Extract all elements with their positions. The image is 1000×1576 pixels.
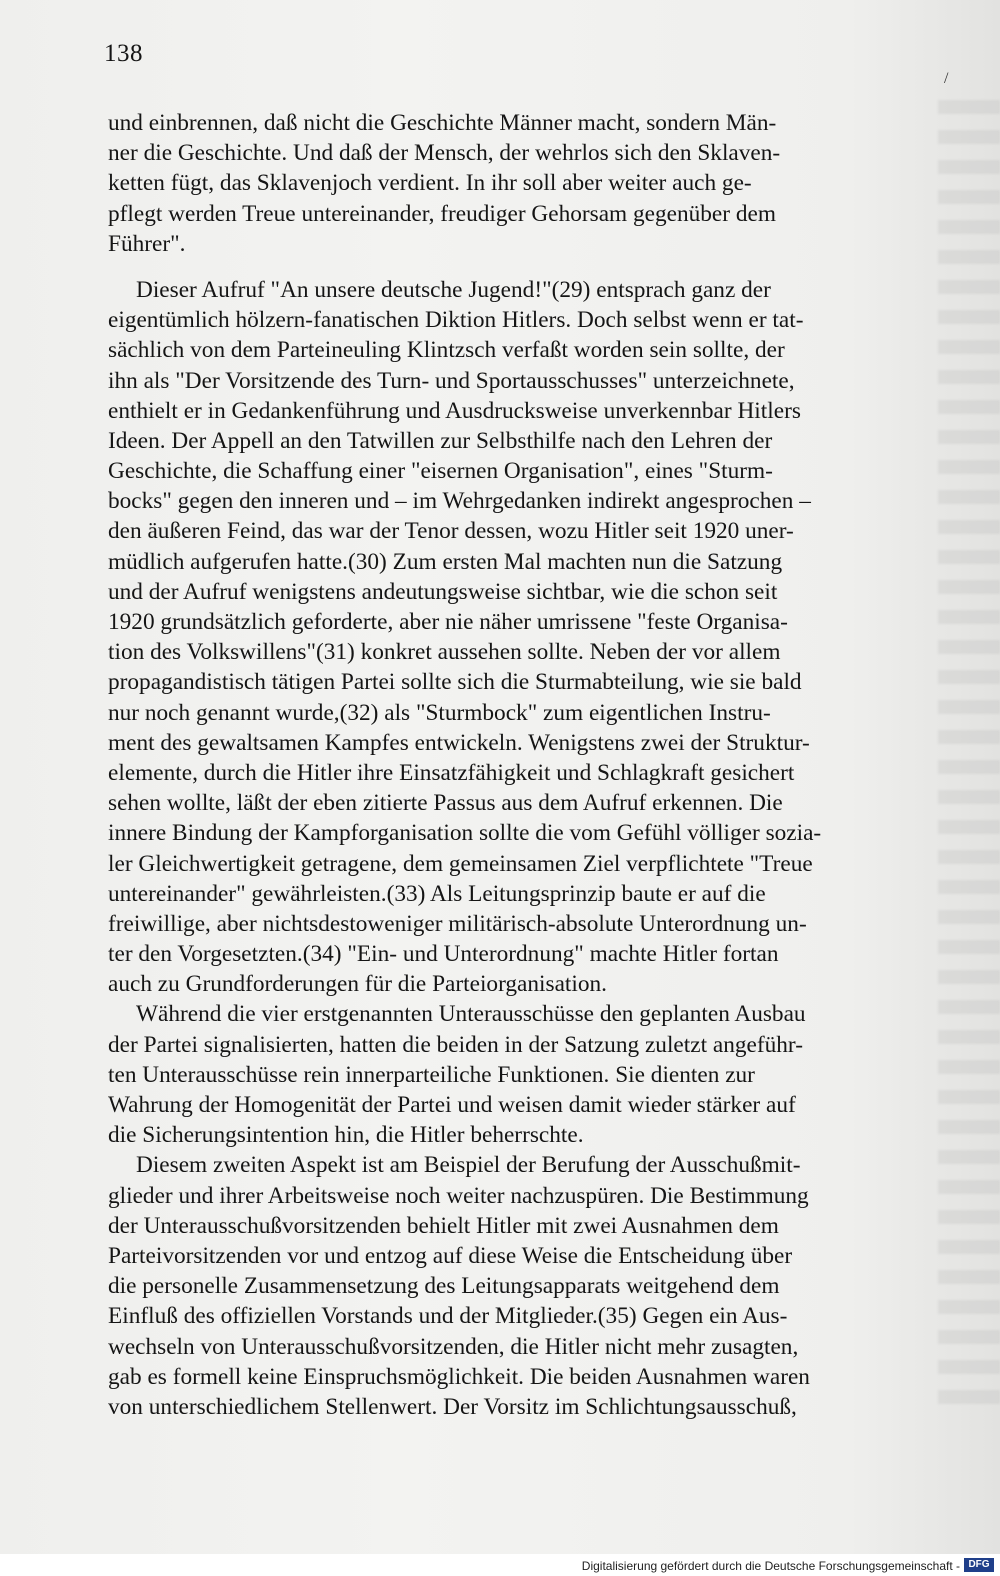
text-line: freiwillige, aber nichtsdestoweniger militärisch-absolute Unterordnung un- bbox=[108, 910, 807, 937]
text-line: Geschichte, die Schaffung einer "eisernen Organisation", eines "Sturm- bbox=[108, 458, 773, 485]
text-line: sächlich von dem Parteineuling Klintzsch verfaßt worden sein sollte, der bbox=[108, 337, 785, 364]
text-line: Ideen. Der Appell an den Tatwillen zur Selbsthilfe nach den Lehren der bbox=[108, 427, 773, 454]
text-line: bocks" gegen den inneren und – im Wehrgedanken indirekt angesprochen – bbox=[108, 488, 811, 515]
text-line: von unterschiedlichem Stellenwert. Der Vorsitz im Schlichtungsausschuß, bbox=[108, 1393, 797, 1420]
text-line: der Partei signalisierten, hatten die beiden in der Satzung zuletzt angeführ- bbox=[108, 1031, 803, 1058]
text-line: ten Unterausschüsse rein innerparteiliche Funktionen. Sie dienten zur bbox=[108, 1061, 755, 1088]
paragraph-4 bbox=[108, 1150, 918, 1422]
paragraph-3 bbox=[108, 999, 918, 1150]
text-line: und der Aufruf wenigstens andeutungsweise sichtbar, wie die schon seit bbox=[108, 578, 778, 605]
bleed-through-shadow bbox=[938, 100, 1000, 1420]
paragraph-2 bbox=[108, 275, 918, 1000]
text-line: tion des Volkswillens"(31) konkret aussehen sollte. Neben der vor allem bbox=[108, 639, 781, 666]
page-number: 138 bbox=[104, 40, 143, 67]
footer-bar bbox=[0, 1554, 1000, 1576]
body-text bbox=[108, 108, 918, 1422]
text-line: Diesem zweiten Aspekt ist am Beispiel der Berufung der Ausschußmit- bbox=[136, 1152, 801, 1179]
text-line: Während die vier erstgenannten Unterausschüsse den geplanten Ausbau bbox=[136, 1001, 806, 1028]
paragraph-gap bbox=[108, 259, 918, 275]
text-line: ment des gewaltsamen Kampfes entwickeln. Wenigstens zwei der Struktur- bbox=[108, 729, 810, 756]
text-line: müdlich aufgerufen hatte.(30) Zum ersten Mal machten nun die Satzung bbox=[108, 548, 783, 575]
text-line: ter den Vorgesetzten.(34) "Ein- und Unterordnung" machte Hitler fortan bbox=[108, 941, 779, 968]
text-line: glieder und ihrer Arbeitsweise noch weiter nachzuspüren. Die Bestimmung bbox=[108, 1182, 809, 1209]
text-line: der Unterausschußvorsitzenden behielt Hitler mit zwei Ausnahmen dem bbox=[108, 1212, 779, 1239]
text-line: ler Gleichwertigkeit getragene, dem gemeinsamen Ziel verpflichtete "Treue bbox=[108, 850, 813, 877]
text-line: die Sicherungsintention hin, die Hitler beherrschte. bbox=[108, 1122, 584, 1149]
text-line: ner die Geschichte. Und daß der Mensch, der wehrlos sich den Sklaven- bbox=[108, 140, 781, 167]
text-line: Dieser Aufruf "An unsere deutsche Jugend!"(29) entsprach ganz der bbox=[136, 276, 771, 303]
text-line: 1920 grundsätzlich geforderte, aber nie näher umrissene "feste Organisa- bbox=[108, 609, 788, 635]
text-line: pflegt werden Treue untereinander, freudiger Gehorsam gegenüber dem bbox=[108, 200, 776, 227]
digitization-credit: Digitalisierung gefördert durch die Deutsche Forschungsgemeinschaft - bbox=[581, 1559, 960, 1573]
text-line: Wahrung der Homogenität der Partei und weisen damit wieder stärker auf bbox=[108, 1092, 796, 1118]
dfg-logo: DFG bbox=[964, 1558, 994, 1572]
text-line: Parteivorsitzenden vor und entzog auf diese Weise die Entscheidung über bbox=[108, 1242, 793, 1269]
text-line: untereinander" gewährleisten.(33) Als Leitungsprinzip baute er auf die bbox=[108, 880, 766, 907]
text-line: sehen wollte, läßt der eben zitierte Passus aus dem Aufruf erkennen. Die bbox=[108, 790, 783, 817]
text-line: eigentümlich hölzern-fanatischen Diktion Hitlers. Doch selbst wenn er tat- bbox=[108, 307, 804, 334]
margin-mark: / bbox=[944, 70, 949, 87]
text-line: gab es formell keine Einspruchsmöglichkeit. Die beiden Ausnahmen waren bbox=[108, 1363, 810, 1390]
text-line: innere Bindung der Kampforganisation sollte die vom Gefühl völliger sozia- bbox=[108, 820, 822, 847]
text-line: die personelle Zusammensetzung des Leitungsapparats weitgehend dem bbox=[108, 1273, 780, 1300]
text-line: elemente, durch die Hitler ihre Einsatzfähigkeit und Schlagkraft gesichert bbox=[108, 759, 795, 786]
text-line: ketten fügt, das Sklavenjoch verdient. In ihr soll aber weiter auch ge- bbox=[108, 170, 752, 197]
paragraph-1 bbox=[108, 108, 918, 259]
text-line: wechseln von Unterausschußvorsitzenden, die Hitler nicht mehr zusagten, bbox=[108, 1333, 799, 1360]
text-line: Führer". bbox=[108, 230, 186, 257]
text-line: propagandistisch tätigen Partei sollte sich die Sturmabteilung, wie sie bald bbox=[108, 669, 802, 696]
text-line: nur noch genannt wurde,(32) als "Sturmbock" zum eigentlichen Instru- bbox=[108, 699, 771, 726]
text-line: den äußeren Feind, das war der Tenor dessen, wozu Hitler seit 1920 uner- bbox=[108, 518, 794, 545]
text-line: Einfluß des offiziellen Vorstands und der Mitglieder.(35) Gegen ein Aus- bbox=[108, 1303, 788, 1330]
text-line: enthielt er in Gedankenführung und Ausdrucksweise unverkennbar Hitlers bbox=[108, 397, 801, 424]
text-line: ihn als "Der Vorsitzende des Turn- und Sportausschusses" unterzeichnete, bbox=[108, 367, 795, 394]
text-line: und einbrennen, daß nicht die Geschichte Männer macht, sondern Män- bbox=[108, 110, 777, 136]
text-line: auch zu Grundforderungen für die Parteiorganisation. bbox=[108, 971, 607, 998]
